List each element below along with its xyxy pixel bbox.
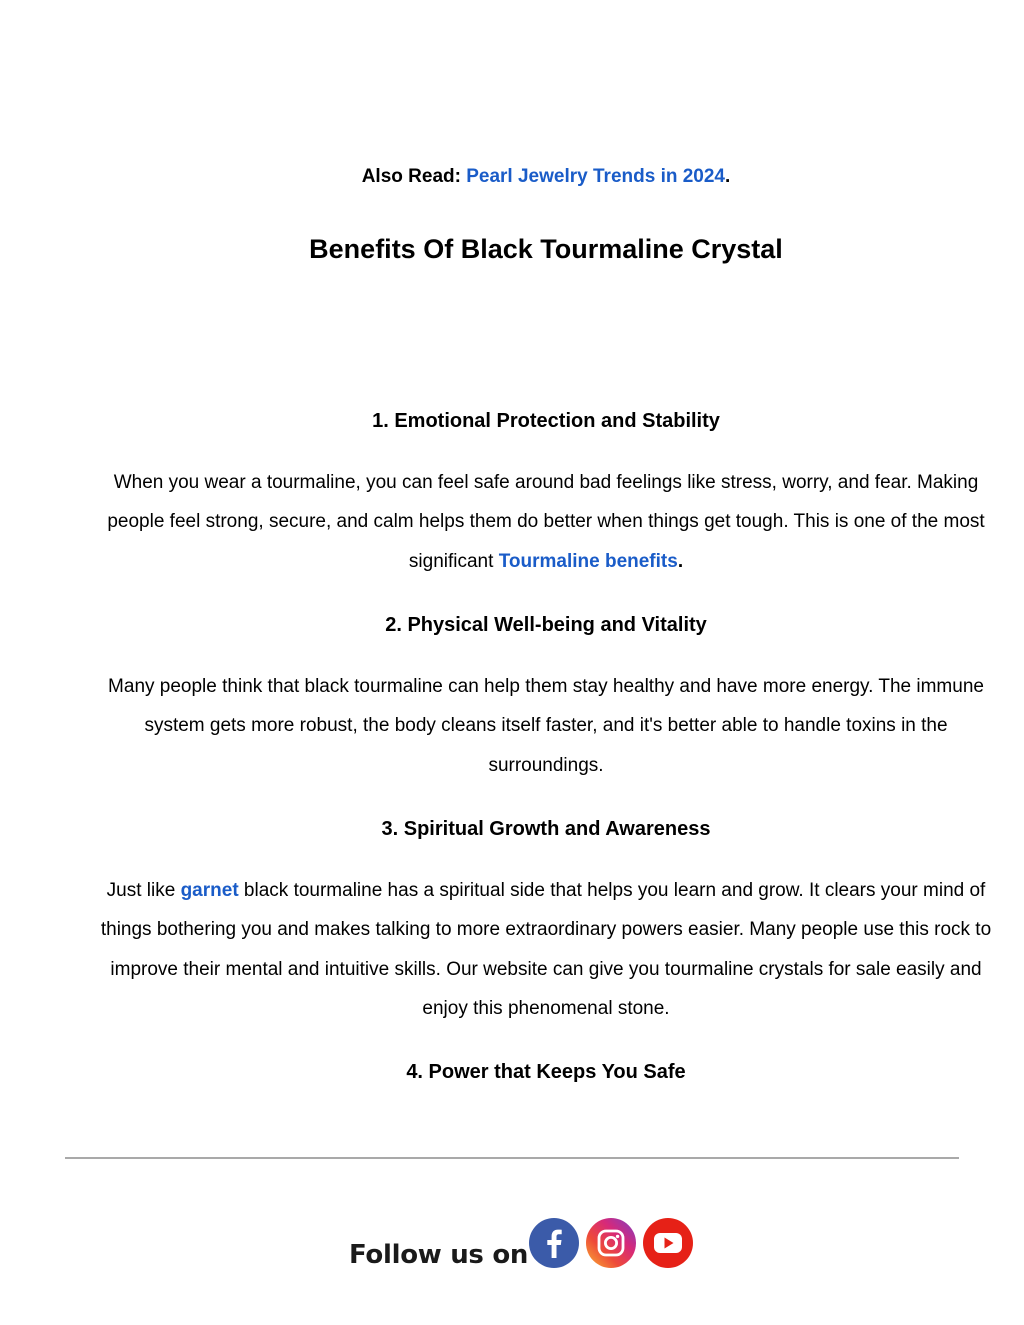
section-heading-2: 2. Physical Well-being and Vitality	[385, 614, 707, 636]
section-paragraph-1	[88, 463, 1004, 581]
also-read-label: Also Read:	[361, 166, 467, 187]
garnet-link[interactable]: garnet	[180, 880, 239, 901]
also-read-link[interactable]: Pearl Jewelry Trends in 2024	[466, 166, 725, 187]
tourmaline-benefits-link[interactable]: Tourmaline benefits	[498, 550, 678, 572]
youtube-icon	[643, 1218, 693, 1268]
footer-divider	[65, 1157, 959, 1159]
section-heading-1: 1. Emotional Protection and Stability	[372, 410, 720, 432]
facebook-link[interactable]	[529, 1218, 579, 1268]
also-read-suffix: .	[725, 166, 731, 187]
section-paragraph-2: Many people think that black tourmaline can help them stay healthy and have more energy. The immune system gets more robust, the body cleans itself faster, and it's better able to handle toxins in the surroundings.	[108, 676, 984, 776]
section-1-suffix: .	[677, 550, 684, 572]
section-heading-3: 3. Spiritual Growth and Awareness	[381, 818, 711, 840]
facebook-icon	[529, 1218, 579, 1268]
section-3-text-before: Just like	[106, 880, 181, 901]
page-title: Benefits Of Black Tourmaline Crystal	[309, 234, 783, 264]
also-read-line	[0, 166, 1024, 188]
section-3-text-after: black tourmaline has a spiritual side that helps you learn and grow. It clears your mind of things bothering you and makes talking to more extraordinary powers easier. Many people use this rock to improve their mental and intuitive skills. Our website can give you tourmaline crystals for sale easily and enjoy this phenomenal stone.	[100, 880, 992, 1019]
section-1-text: When you wear a tourmaline, you can feel safe around bad feelings like stress, worry, and fear. Making people feel strong, secure, and calm helps them do better when things get tough. This is one of the most significant	[107, 472, 985, 572]
instagram-link[interactable]	[586, 1218, 636, 1268]
section-paragraph-3	[86, 871, 1006, 1028]
youtube-link[interactable]	[643, 1218, 693, 1268]
follow-us-text: Follow us on	[349, 1240, 529, 1270]
instagram-icon	[586, 1218, 636, 1268]
section-heading-4: 4. Power that Keeps You Safe	[406, 1061, 686, 1083]
